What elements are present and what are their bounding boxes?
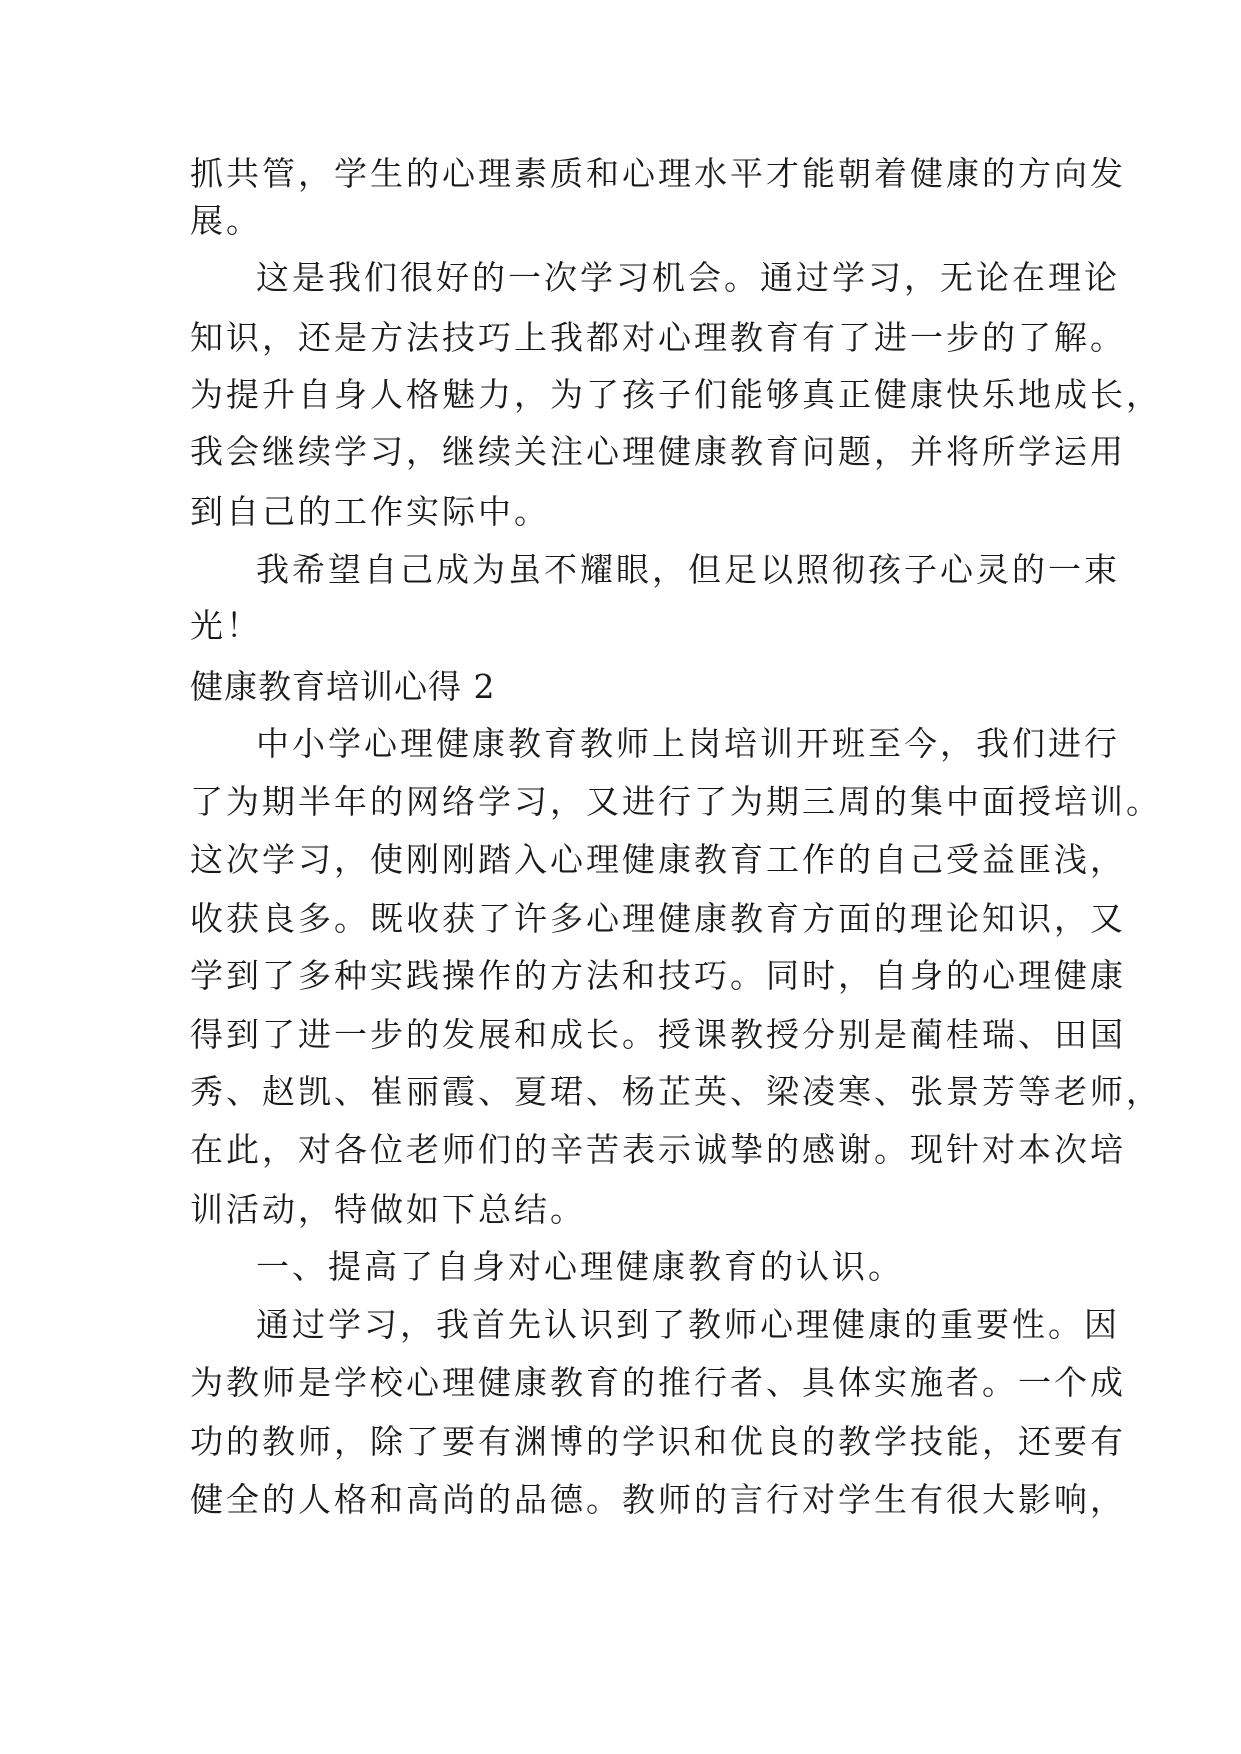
paragraph-first-line: 我希望自己成为虽不耀眼，但足以照彻孩子心灵的一束 [256, 550, 1120, 589]
text-line: 到自己的工作实际中。 [190, 492, 550, 531]
text-line: 收获良多。既收获了许多心理健康教育方面的理论知识，又 [190, 899, 1126, 938]
text-line: 我会继续学习，继续关注心理健康教育问题，并将所学运用 [190, 432, 1126, 471]
paragraph-first-line: 中小学心理健康教育教师上岗培训开班至今，我们进行 [256, 724, 1120, 763]
text-line: 训活动，特做如下总结。 [190, 1190, 586, 1229]
text-line: 抓共管，学生的心理素质和心理水平才能朝着健康的方向发 [190, 154, 1126, 193]
text-line: 展。 [190, 201, 262, 240]
text-line: 为教师是学校心理健康教育的推行者、具体实施者。一个成 [190, 1363, 1126, 1402]
text-line: 得到了进一步的发展和成长。授课教授分别是蔺桂瑞、田国 [190, 1015, 1126, 1054]
paragraph-first-line: 这是我们很好的一次学习机会。通过学习，无论在理论 [256, 258, 1120, 297]
subsection-heading: 一、提高了自身对心理健康教育的认识。 [256, 1247, 904, 1286]
text-line: 学到了多种实践操作的方法和技巧。同时，自身的心理健康 [190, 956, 1126, 995]
section-heading: 健康教育培训心得 2 [190, 667, 496, 706]
text-line: 为提升自身人格魅力，为了孩子们能够真正健康快乐地成长， [190, 375, 1162, 414]
text-line: 在此，对各位老师们的辛苦表示诚挚的感谢。现针对本次培 [190, 1130, 1126, 1169]
text-line: 知识，还是方法技巧上我都对心理教育有了进一步的了解。 [190, 318, 1126, 357]
text-line: 这次学习，使刚刚踏入心理健康教育工作的自己受益匪浅， [190, 840, 1126, 879]
text-line: 功的教师，除了要有渊博的学识和优良的教学技能，还要有 [190, 1422, 1126, 1461]
text-line: 秀、赵凯、崔丽霞、夏珺、杨芷英、梁凌寒、张景芳等老师， [190, 1072, 1162, 1111]
text-line: 健全的人格和高尚的品德。教师的言行对学生有很大影响， [190, 1480, 1126, 1519]
paragraph-first-line: 通过学习，我首先认识到了教师心理健康的重要性。因 [256, 1305, 1120, 1344]
text-line: 了为期半年的网络学习，又进行了为期三周的集中面授培训。 [190, 782, 1162, 821]
text-line: 光！ [190, 606, 262, 645]
